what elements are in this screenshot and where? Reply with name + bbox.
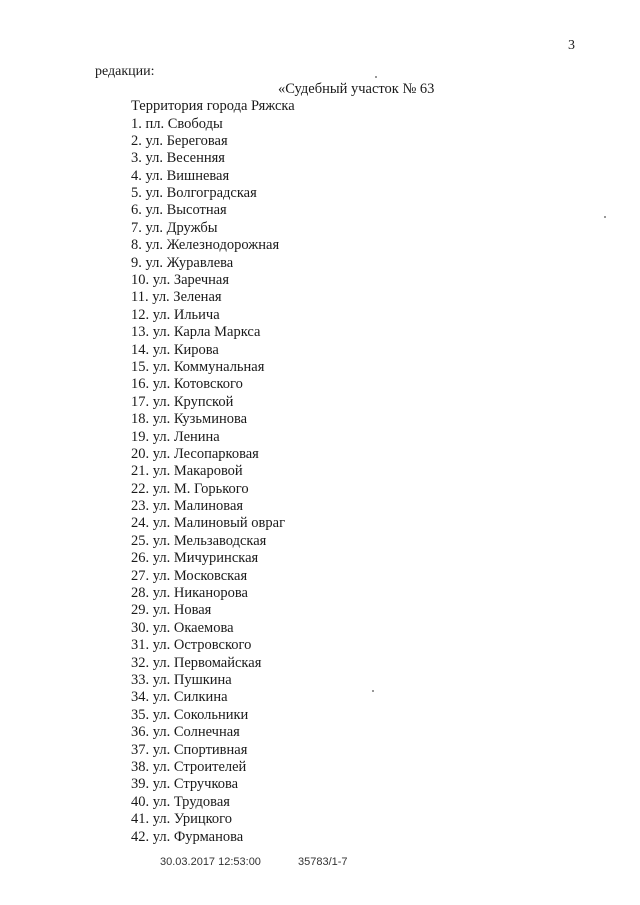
- street-list-item: 22. ул. М. Горького: [131, 480, 249, 497]
- street-list-item: 27. ул. Московская: [131, 567, 248, 584]
- street-list-item: 40. ул. Трудовая: [131, 793, 230, 810]
- street-list-item: 11. ул. Зеленая: [131, 289, 222, 306]
- street-list-item: 34. ул. Силкина: [131, 689, 228, 706]
- street-list-item: 37. ул. Спортивная: [131, 741, 248, 758]
- street-list-item: 6. ул. Высотная: [131, 202, 227, 219]
- footer-timestamp: 30.03.2017 12:53:00: [160, 856, 261, 868]
- street-list-item: 4. ул. Вишневая: [131, 167, 230, 184]
- street-list-item: 3. ул. Весенняя: [131, 150, 225, 167]
- street-list-item: 24. ул. Малиновый овраг: [131, 515, 286, 532]
- street-list-item: 5. ул. Волгоградская: [131, 185, 257, 202]
- footer-doc-code: 35783/1-7: [298, 856, 348, 868]
- street-list-item: 15. ул. Коммунальная: [131, 358, 265, 375]
- street-list-item: 9. ул. Журавлева: [131, 254, 234, 271]
- section-title: «Судебный участок № 63: [278, 81, 435, 97]
- street-list-item: 42. ул. Фурманова: [131, 828, 244, 845]
- street-list-item: 16. ул. Котовского: [131, 376, 243, 393]
- street-list-item: 7. ул. Дружбы: [131, 219, 218, 236]
- street-list-item: 20. ул. Лесопарковая: [131, 445, 259, 462]
- street-list-item: 30. ул. Окаемова: [131, 619, 234, 636]
- scan-speck: [375, 76, 377, 78]
- scan-speck: [604, 216, 606, 218]
- street-list-item: 8. ул. Железнодорожная: [131, 237, 280, 254]
- street-list-item: 12. ул. Ильича: [131, 306, 220, 323]
- street-list-item: 38. ул. Строителей: [131, 758, 247, 775]
- street-list-item: 17. ул. Крупской: [131, 393, 234, 410]
- street-list-item: 2. ул. Береговая: [131, 132, 228, 149]
- street-list-item: 41. ул. Урицкого: [131, 811, 233, 828]
- street-list-item: 33. ул. Пушкина: [131, 672, 232, 688]
- street-list-item: 35. ул. Сокольники: [131, 706, 249, 723]
- street-list-item: 19. ул. Ленина: [131, 428, 220, 445]
- footer-stamp: [160, 856, 348, 868]
- street-list-item: 14. ул. Кирова: [131, 341, 219, 358]
- street-list-item: 31. ул. Островского: [131, 637, 252, 654]
- page-number: 3: [568, 38, 575, 53]
- street-list-item: 18. ул. Кузьминова: [131, 411, 248, 428]
- street-list-item: 21. ул. Макаровой: [131, 463, 243, 480]
- street-list: [131, 116, 285, 846]
- street-list-item: 23. ул. Малиновая: [131, 498, 244, 515]
- scan-speck: [372, 690, 374, 692]
- street-list-item: 13. ул. Карла Маркса: [131, 324, 261, 341]
- street-list-item: 28. ул. Никанорова: [131, 585, 248, 602]
- street-list-item: 29. ул. Новая: [131, 602, 212, 619]
- intro-text: редакции:: [95, 64, 155, 79]
- territory-heading: Территория города Ряжска: [131, 98, 295, 114]
- street-list-item: 36. ул. Солнечная: [131, 724, 240, 741]
- street-list-item: 10. ул. Заречная: [131, 272, 230, 289]
- street-list-item: 39. ул. Стручкова: [131, 776, 239, 793]
- street-list-item: 25. ул. Мельзаводская: [131, 532, 267, 549]
- street-list-item: 32. ул. Первомайская: [131, 654, 262, 671]
- street-list-item: 1. пл. Свободы: [131, 115, 223, 132]
- street-list-item: 26. ул. Мичуринская: [131, 550, 259, 567]
